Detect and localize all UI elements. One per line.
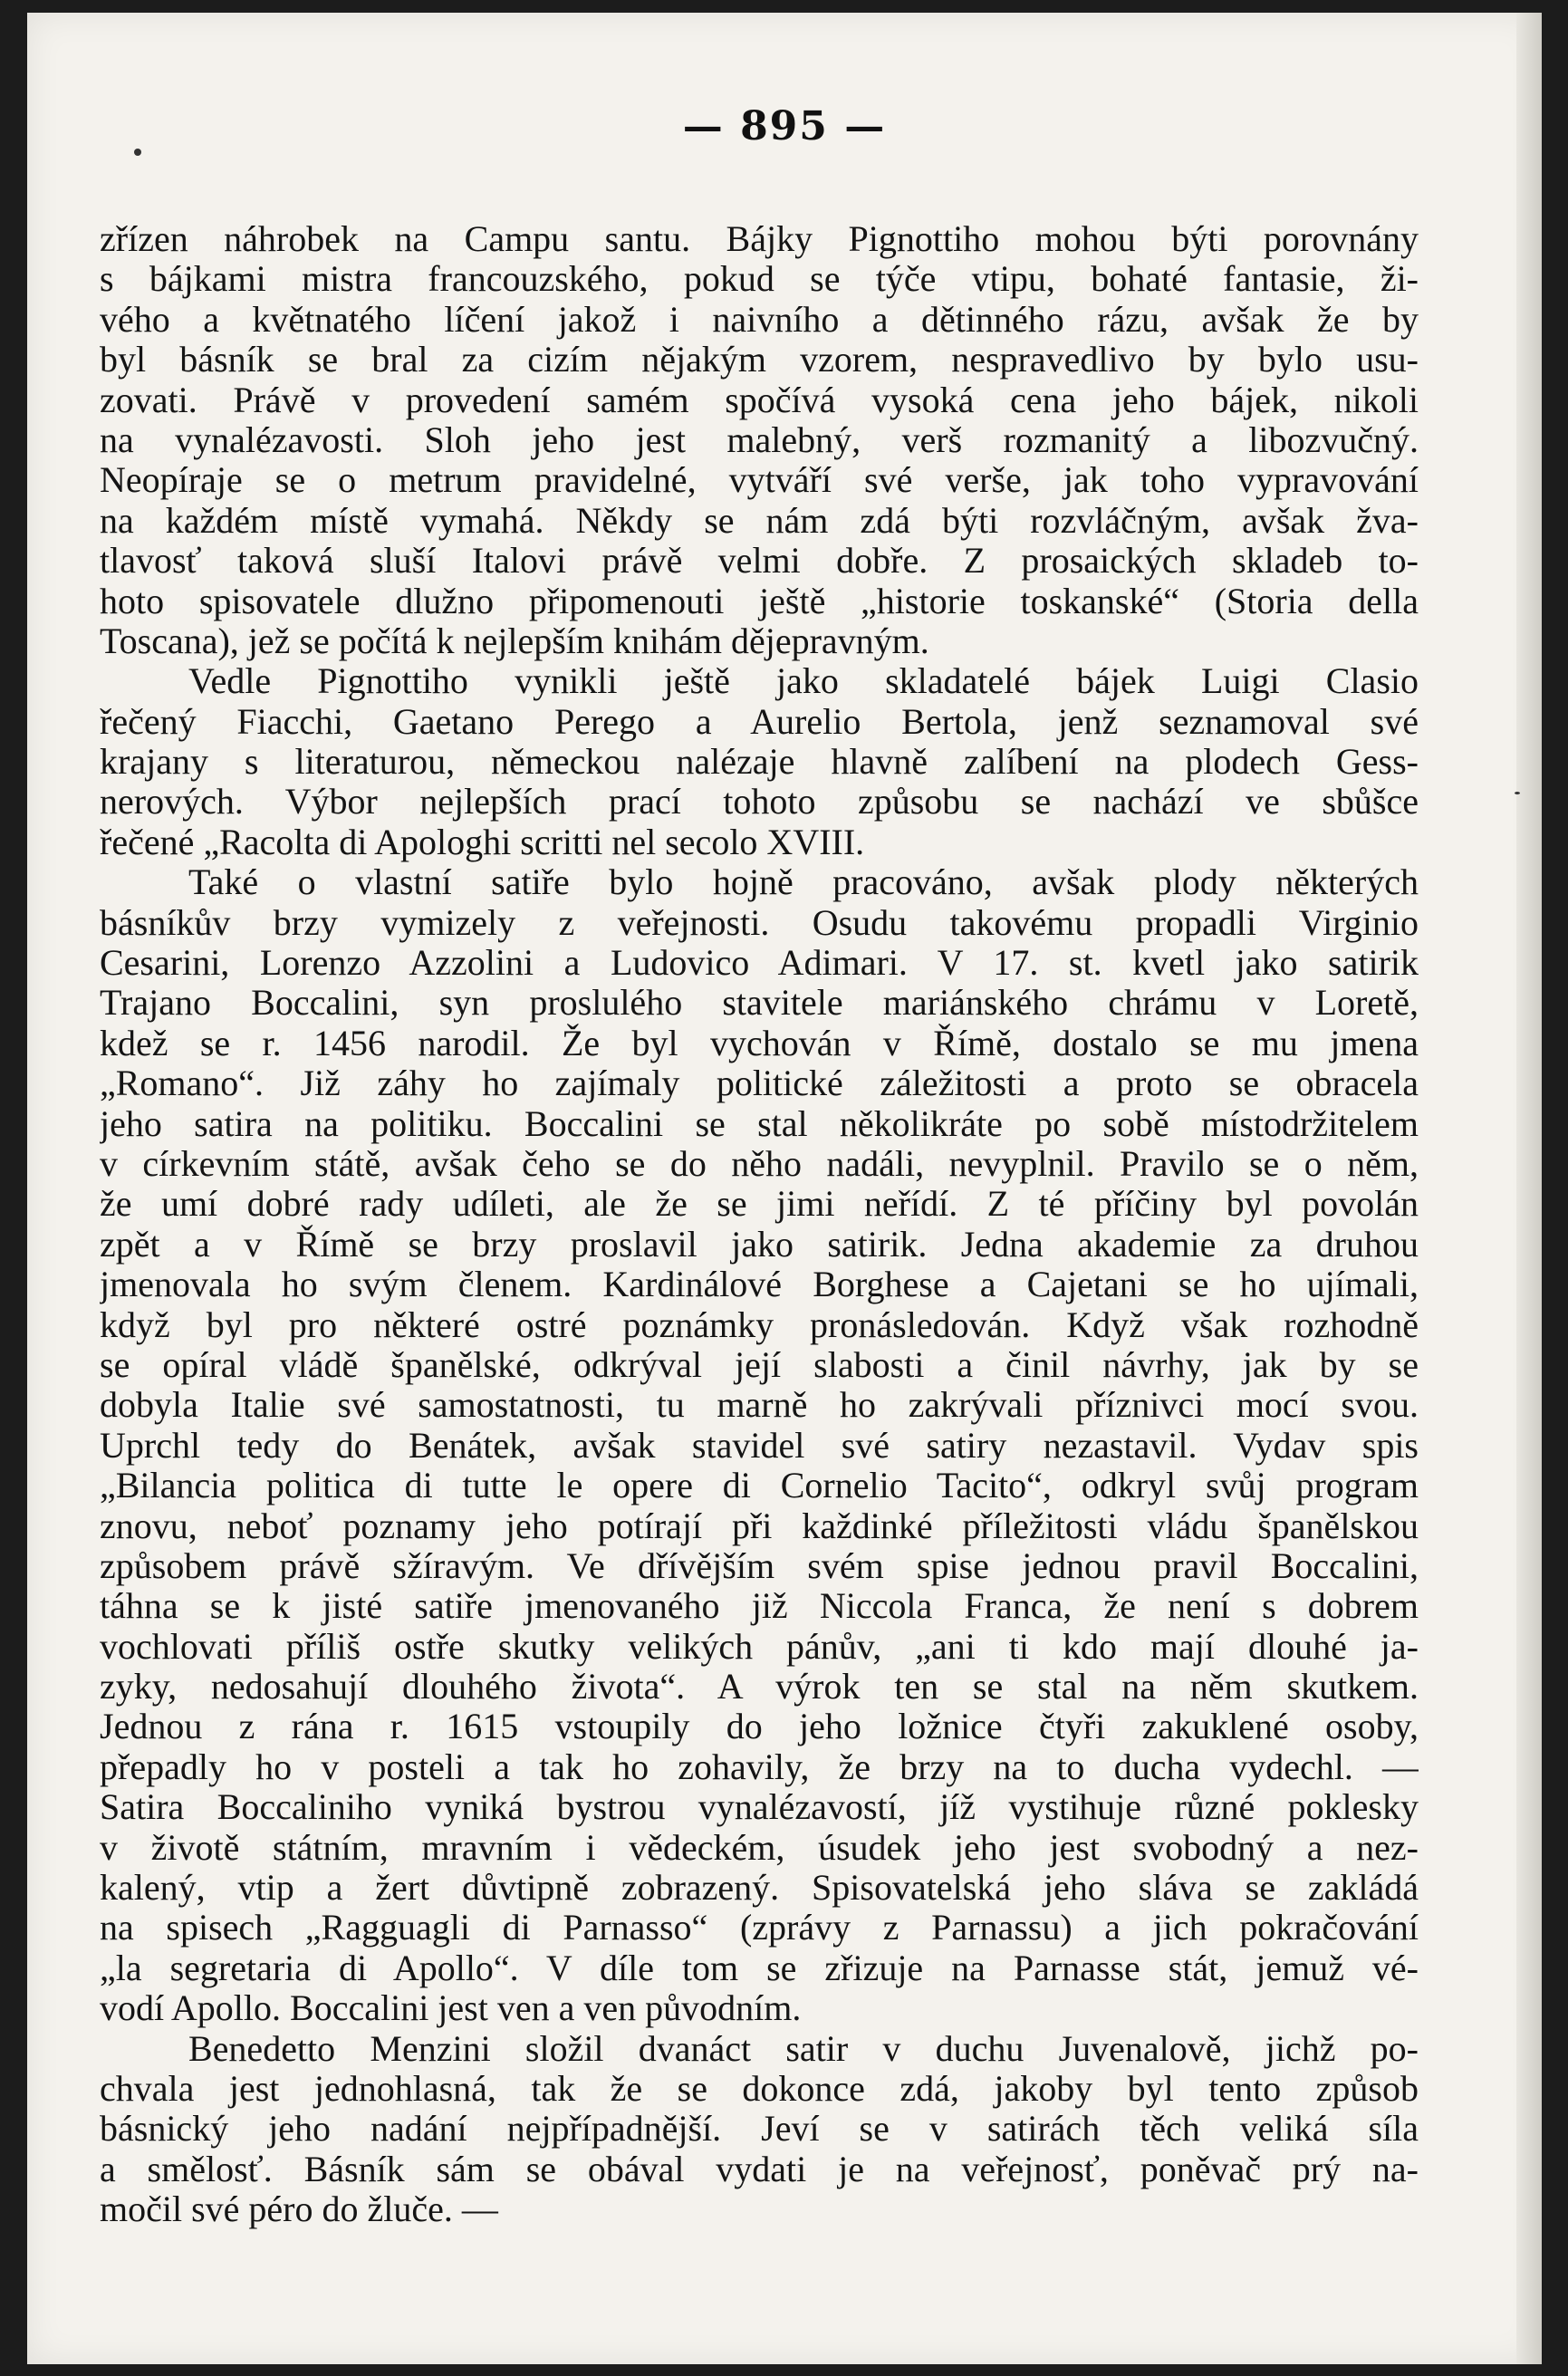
text-line: táhna se k jisté satiře jmenovaného již Niccola Franca, že není s dobrem bbox=[100, 1586, 1419, 1627]
text-line: básnický jeho nadání nejpřípadnější. Jeví se v satirách těch veliká síla bbox=[100, 2109, 1419, 2150]
page-number: — 895 — bbox=[682, 103, 887, 149]
text-line: zovati. Právě v provedení samém spočívá vysoká cena jeho bájek, nikoli bbox=[100, 380, 1419, 420]
text-line: přepadly ho v posteli a tak ho zohavily, že brzy na to ducha vydechl. — bbox=[100, 1746, 1419, 1787]
text-line: způsobem právě sžíravým. Ve dřívějším svém spise jednou pravil Boccalini, bbox=[100, 1545, 1419, 1586]
text-line: hoto spisovatele dlužno připomenouti ještě „historie toskanské“ (Storia della bbox=[100, 581, 1419, 621]
text-line: s bájkami mistra francouzského, pokud se týče vtipu, bohaté fantasie, ži- bbox=[100, 259, 1419, 300]
print-speck bbox=[1515, 792, 1520, 794]
text-line: vochlovati příliš ostře skutky velikých pánův, „ani ti kdo mají dlouhé ja- bbox=[100, 1626, 1419, 1667]
text-line: vého a květnatého líčení jakož i naivního a dětinného rázu, avšak že by bbox=[100, 299, 1419, 340]
text-line: zyky, nedosahují dlouhého života“. A výrok ten se stal na něm skutkem. bbox=[100, 1667, 1419, 1707]
text-line: vodí Apollo. Boccalini jest ven a ven původním. bbox=[100, 1988, 802, 2029]
text-line: Trajano Boccalini, syn proslulého stavitele mariánského chrámu v Loretě, bbox=[100, 983, 1419, 1024]
text-line: znovu, neboť poznamy jeho potírají při každinké příležitosti vládu španělskou bbox=[100, 1505, 1419, 1546]
text-line: „Bilancia politica di tutte le opere di Cornelio Tacito“, odkryl svůj program bbox=[100, 1466, 1419, 1506]
text-line: Cesarini, Lorenzo Azzolini a Ludovico Adimari. V 17. st. kvetl jako satirik bbox=[100, 943, 1419, 984]
text-line: a smělosť. Básník sám se obával vydati je na veřejnosť, poněvač prý na- bbox=[100, 2149, 1419, 2189]
print-speck bbox=[134, 149, 141, 156]
text-line: Vedle Pignottiho vynikli ještě jako skladatelé bájek Luigi Clasio bbox=[188, 661, 1419, 702]
text-line: chvala jest jednohlasná, tak že se dokonce zdá, jakoby byl tento způsob bbox=[100, 2068, 1419, 2109]
text-line: zpět a v Římě se brzy proslavil jako satirik. Jedna akademie za druhou bbox=[100, 1224, 1419, 1265]
text-line: řečený Fiacchi, Gaetano Perego a Aurelio Bertola, jenž seznamoval své bbox=[100, 701, 1419, 742]
text-line: že umí dobré rady udíleti, ale že se jimi neřídí. Z té příčiny byl povolán bbox=[100, 1184, 1419, 1225]
text-line: v životě státním, mravním i vědeckém, úsudek jeho jest svobodný a nez- bbox=[100, 1827, 1419, 1868]
text-line: se opíral vládě španělské, odkrýval její slabosti a činil návrhy, jak by se bbox=[100, 1344, 1419, 1385]
text-line: v církevním státě, avšak čeho se do něho nadáli, nevyplnil. Pravilo se o něm, bbox=[100, 1143, 1419, 1184]
text-line: Toscana), jež se počítá k nejlepším knihám dějepravným. bbox=[100, 620, 929, 661]
text-line: kalený, vtip a žert důvtipně zobrazený. Spisovatelská jeho sláva se zakládá bbox=[100, 1868, 1419, 1909]
text-line: Satira Boccaliniho vyniká bystrou vynalézavostí, jíž vystihuje různé poklesky bbox=[100, 1787, 1419, 1828]
text-line: Benedetto Menzini složil dvanáct satir v duchu Juvenalově, jichž po- bbox=[188, 2028, 1419, 2069]
text-line: Neopíraje se o metrum pravidelné, vytváří své verše, jak toho vypravování bbox=[100, 460, 1419, 501]
text-line: jeho satira na politiku. Boccalini se stal několikráte po sobě místodržitelem bbox=[100, 1103, 1419, 1144]
text-line: Jednou z rána r. 1615 vstoupily do jeho ložnice čtyři zakuklené osoby, bbox=[100, 1707, 1419, 1747]
text-line: na každém místě vymahá. Někdy se nám zdá býti rozvláčným, avšak žva- bbox=[100, 500, 1419, 541]
text-line: Uprchl tedy do Benátek, avšak stavidel své satiry nezastavil. Vydav spis bbox=[100, 1425, 1419, 1466]
text-line: nerových. Výbor nejlepších prací tohoto způsobu se nachází ve sbůšce bbox=[100, 782, 1419, 822]
text-line: kdež se r. 1456 narodil. Že byl vychován v Římě, dostalo se mu jmena bbox=[100, 1023, 1419, 1063]
text-line: zřízen náhrobek na Campu santu. Bájky Pignottiho mohou býti porovnány bbox=[100, 219, 1419, 259]
text-line: „la segretaria di Apollo“. V díle tom se zřizuje na Parnasse stát, jemuž vé- bbox=[100, 1948, 1419, 1988]
text-line: Také o vlastní satiře bylo hojně pracováno, avšak plody některých bbox=[188, 862, 1419, 903]
text-line: na spisech „Ragguagli di Parnasso“ (zprávy z Parnassu) a jich pokračování bbox=[100, 1908, 1419, 1948]
text-line: na vynalézavosti. Sloh jeho jest malebný, verš rozmanitý a libozvučný. bbox=[100, 419, 1419, 460]
text-line: byl básník se bral za cizím nějakým vzorem, nespravedlivo by bylo usu- bbox=[100, 340, 1419, 380]
text-line: básníkův brzy vymizely z veřejnosti. Osudu takovému propadli Virginio bbox=[100, 902, 1419, 943]
text-line: „Romano“. Již záhy ho zajímaly politické záležitosti a proto se obracela bbox=[100, 1063, 1419, 1104]
text-line: řečené „Racolta di Apologhi scritti nel secolo XVIII. bbox=[100, 822, 865, 862]
text-line: dobyla Italie své samostatnosti, tu marně ho zakrývali příznivci mocí svou. bbox=[100, 1385, 1419, 1426]
text-line: když byl pro některé ostré poznámky pronásledován. Když však rozhodně bbox=[100, 1304, 1419, 1345]
text-line: jmenovala ho svým členem. Kardinálové Borghese a Cajetani se ho ujímali, bbox=[100, 1265, 1419, 1305]
text-line: tlavosť taková sluší Italovi právě velmi dobře. Z prosaických skladeb to- bbox=[100, 541, 1419, 582]
text-line: krajany s literaturou, německou nalézaje hlavně zalíbení na plodech Gess- bbox=[100, 742, 1419, 783]
body-text bbox=[100, 219, 1419, 2230]
page-edge-shadow bbox=[1516, 13, 1542, 2364]
text-line: močil své péro do žluče. — bbox=[100, 2189, 498, 2230]
book-page bbox=[27, 13, 1542, 2364]
